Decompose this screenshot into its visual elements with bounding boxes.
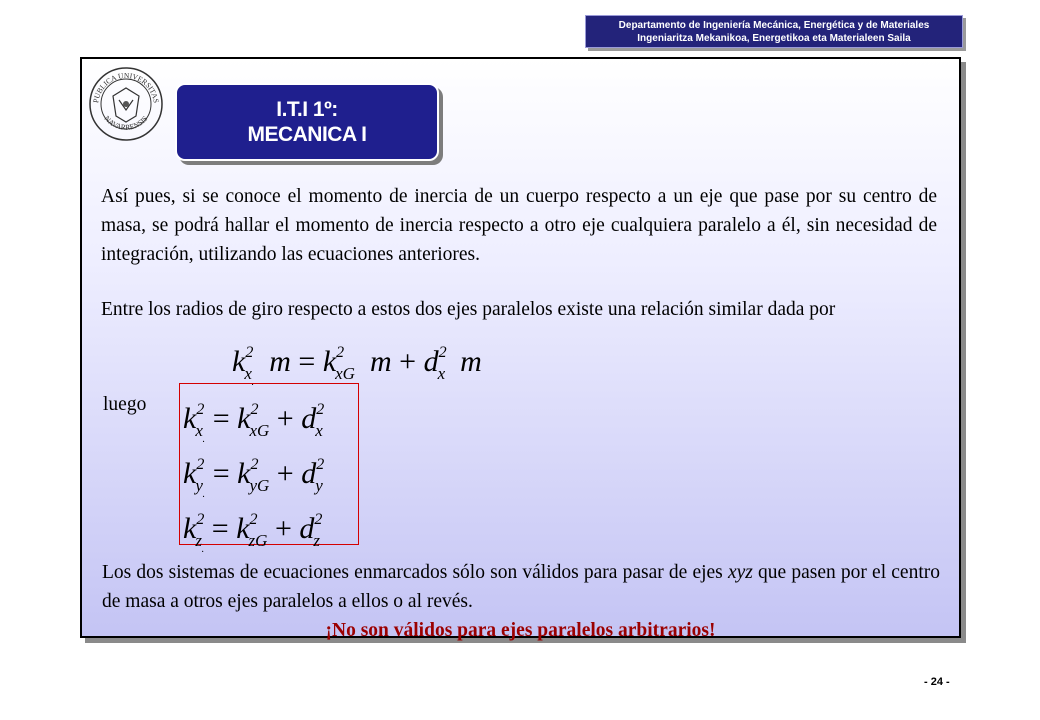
- department-name-es: Departamento de Ingeniería Mecánica, Energética y de Materiales: [618, 20, 930, 31]
- page-number: - 24 -: [924, 676, 950, 688]
- course-title-line1: I.T.I 1º:: [276, 98, 338, 121]
- course-title-box: [175, 83, 439, 161]
- paragraph-radius-of-gyration: [101, 295, 937, 324]
- luego-label: luego: [103, 394, 147, 415]
- equation-z-axis: $k^2_{z_\cdot} = k^2_{zG} + d^2_z$: [183, 511, 323, 558]
- department-header: [585, 15, 963, 48]
- course-title-line2: MECANICA I: [247, 123, 367, 146]
- paragraph-radius-of-gyration-text: Entre los radios de giro respecto a estos dos ejes paralelos existe una relación similar dada por: [101, 299, 836, 320]
- seal-text-top: PUBLICA UNIVERSITAS: [91, 70, 161, 104]
- paragraph-validity-note: [102, 558, 940, 616]
- paragraph-parallel-axis: Así pues, si se conoce el momento de inercia de un cuerpo respecto a un eje que pase por su centro de masa, se podrá hallar el momento de inercia respecto a otro eje cualquiera paralelo a él, sin necesidad de integración, utilizando las ecuaciones anteriores.: [101, 186, 937, 265]
- department-name-eu: Ingeniaritza Mekanikoa, Energetikoa eta Materialeen Saila: [637, 33, 911, 44]
- seal-text-bottom: NAVARRENSIS: [102, 114, 150, 132]
- equation-radius-gyration-mass: $k^2_{x_\cdot}$ $m = k^2_{xG}$ $m + d^2_x$ m: [232, 344, 482, 391]
- validity-note-text-b: que pasen por el centro de masa a otros ejes paralelos a ellos o al revés.: [102, 562, 940, 612]
- university-seal: [88, 66, 164, 142]
- validity-note-text-a: Los dos sistemas de ecuaciones enmarcados sólo son válidos para pasar de ejes: [102, 562, 728, 583]
- warning-message: ¡No son válidos para ejes paralelos arbitrarios!: [325, 620, 716, 641]
- equation-x-axis: $k^2_{x_\cdot} = k^2_{xG} + d^2_x$: [183, 401, 325, 448]
- svg-text:NAVARRENSIS: [103, 114, 150, 132]
- axes-xyz: xyz: [727, 562, 753, 583]
- equation-y-axis: $k^2_{y_\cdot} = k^2_{yG} + d^2_y$: [183, 456, 325, 503]
